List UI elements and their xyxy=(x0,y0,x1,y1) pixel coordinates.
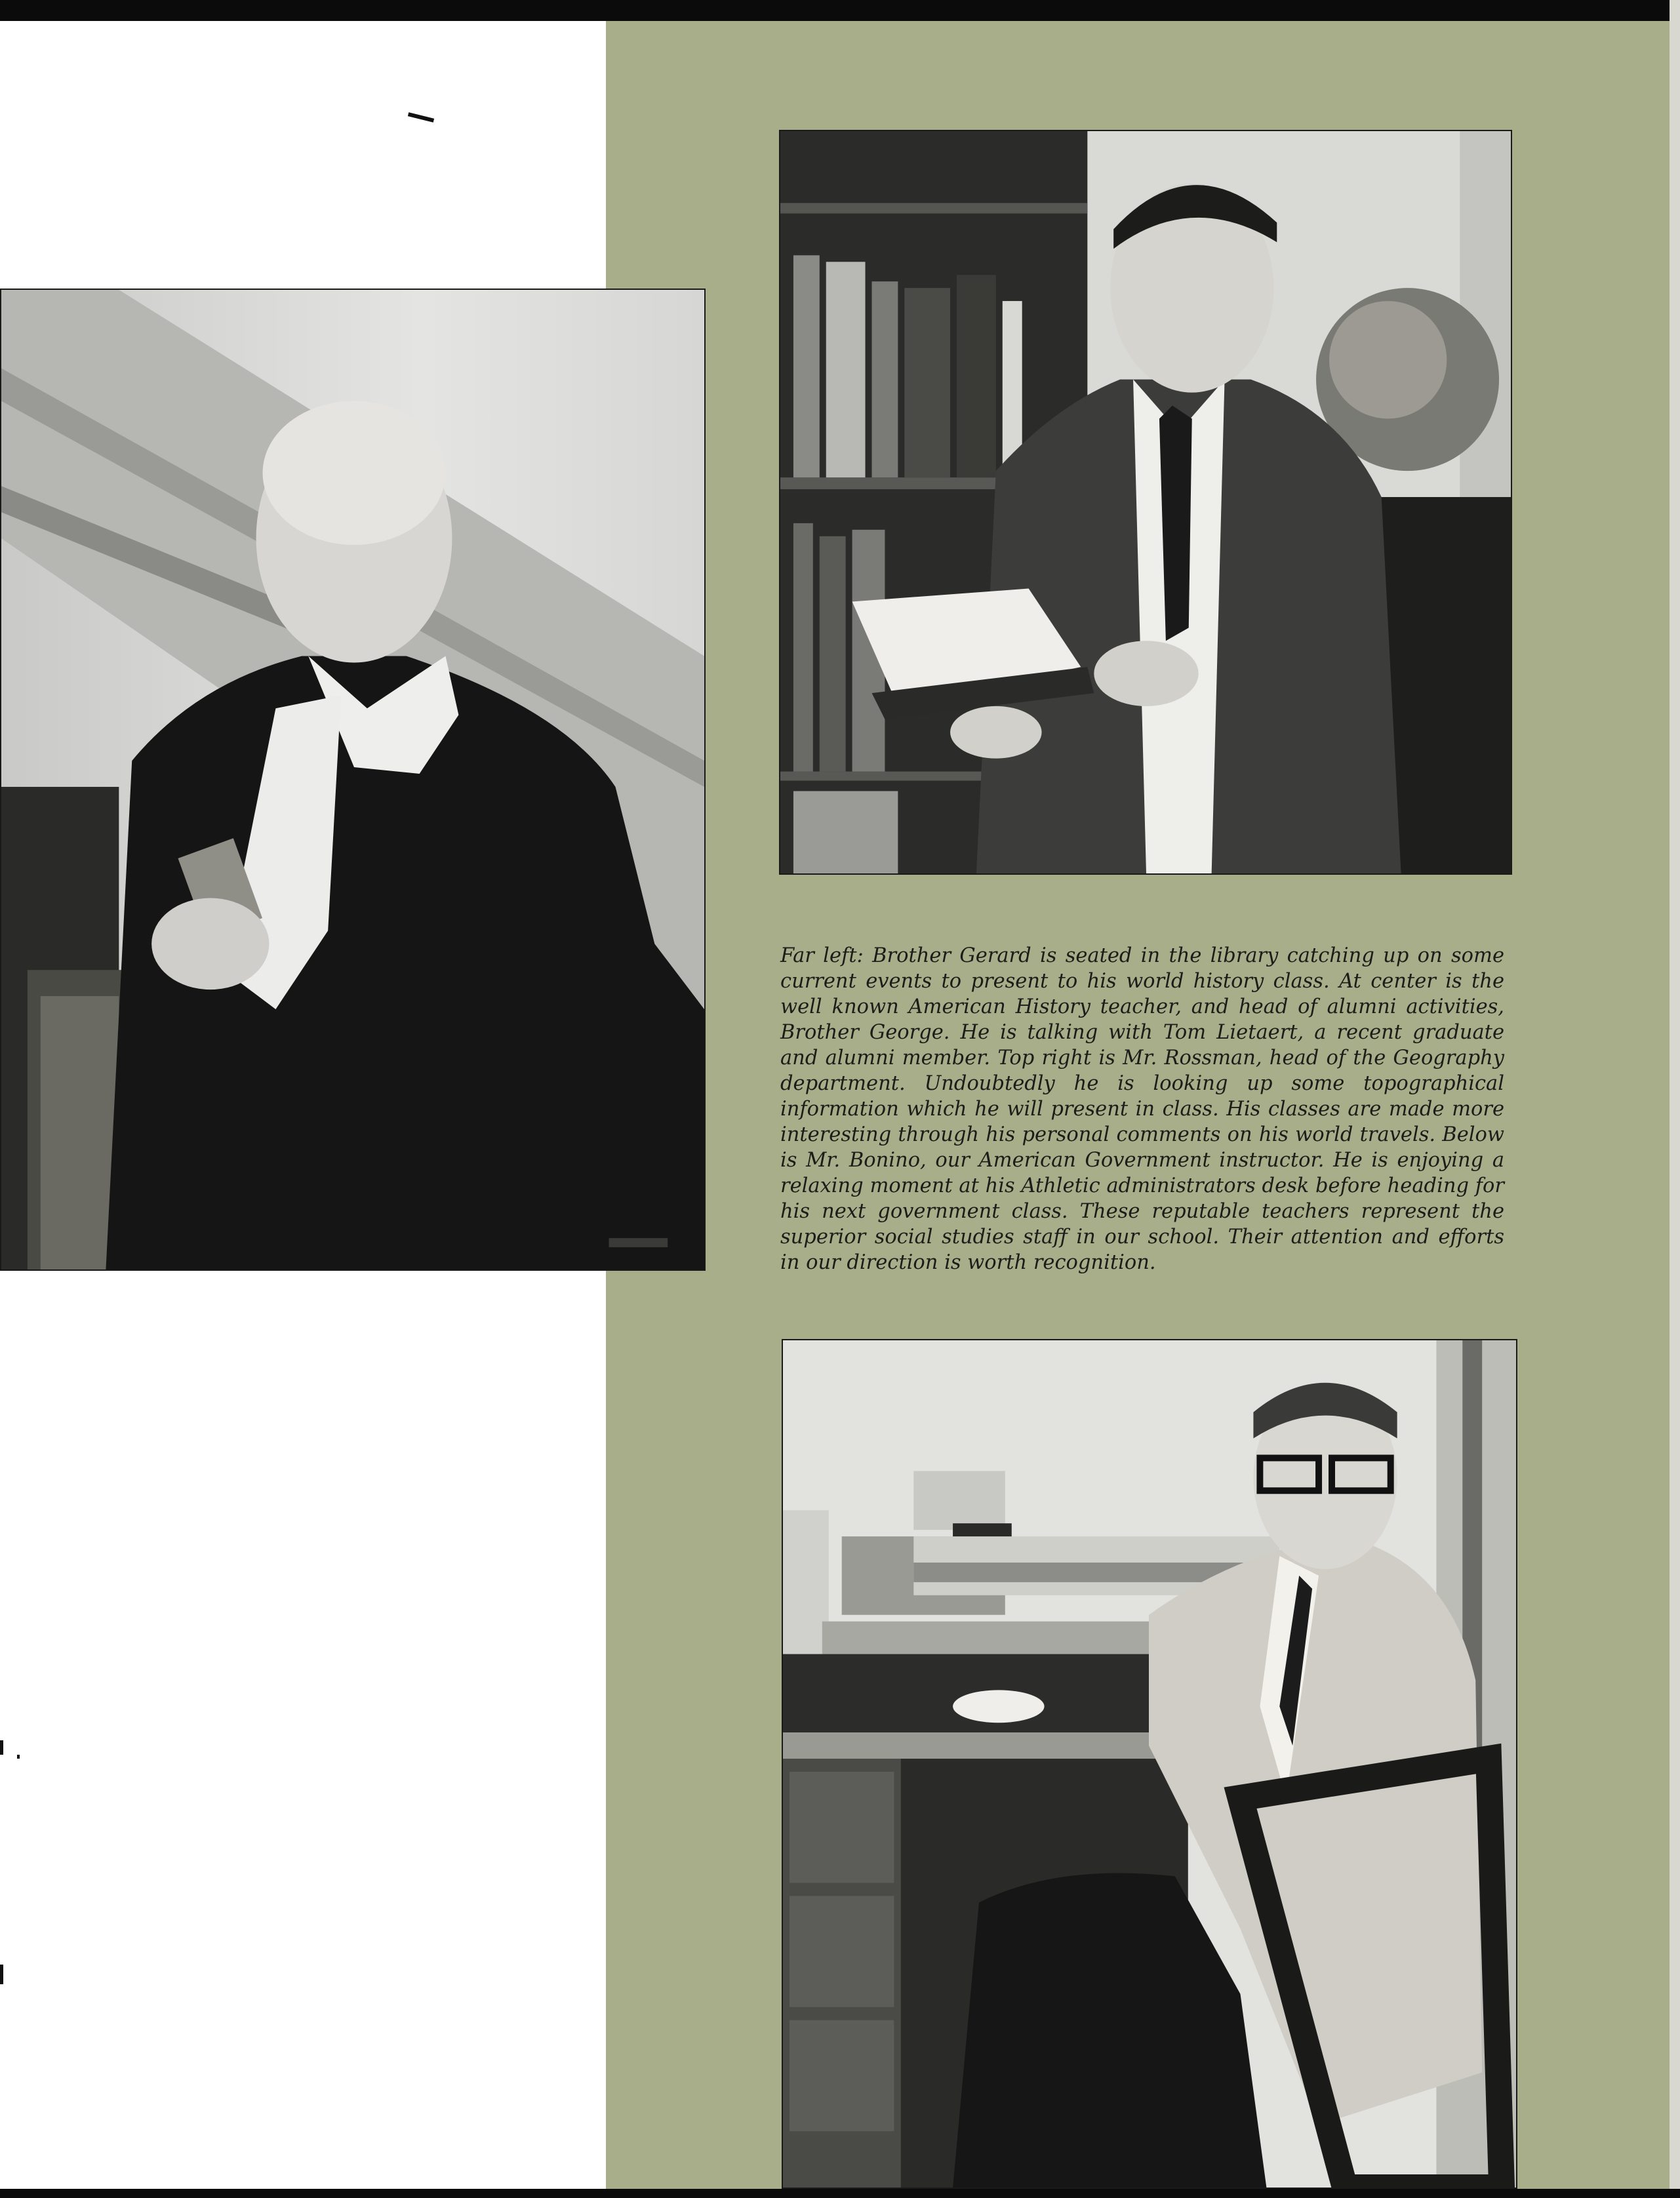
photo-caption: Far left: Brother Gerard is seated in the library catching up on some current events to present to his world history class. At center is the well known American History teacher, and head of alumni activities, Brother George. He is talking with Tom Lietaert, a recent graduate and alumni member. Top right is Mr. Rossman, head of the Geography department. Undoubtedly he is looking up some topographical information which he will present in class. His classes are made more interesting through his personal comments on his world travels. Below is Mr. Bonino, our American Government instructor. He is enjoying a relaxing moment at his Athletic administrators desk before heading for his next government class. These reputable teachers represent the superior social studies staff in our school. Their attention and efforts in our direction is worth recognition. xyxy=(780,944,1504,1274)
scan-speck xyxy=(17,1755,20,1759)
scan-top-border xyxy=(0,0,1680,21)
scan-right-edge xyxy=(1670,0,1680,2198)
scan-speck xyxy=(0,1740,3,1755)
scan-bottom-border xyxy=(0,2189,1680,2198)
scan-speck xyxy=(0,1965,3,1984)
scan-speck xyxy=(408,112,434,122)
photo-library-teacher-with-book xyxy=(779,130,1512,875)
photo-brother-gerard-staircase xyxy=(0,289,706,1271)
photo-teacher-at-desk xyxy=(782,1339,1517,2189)
